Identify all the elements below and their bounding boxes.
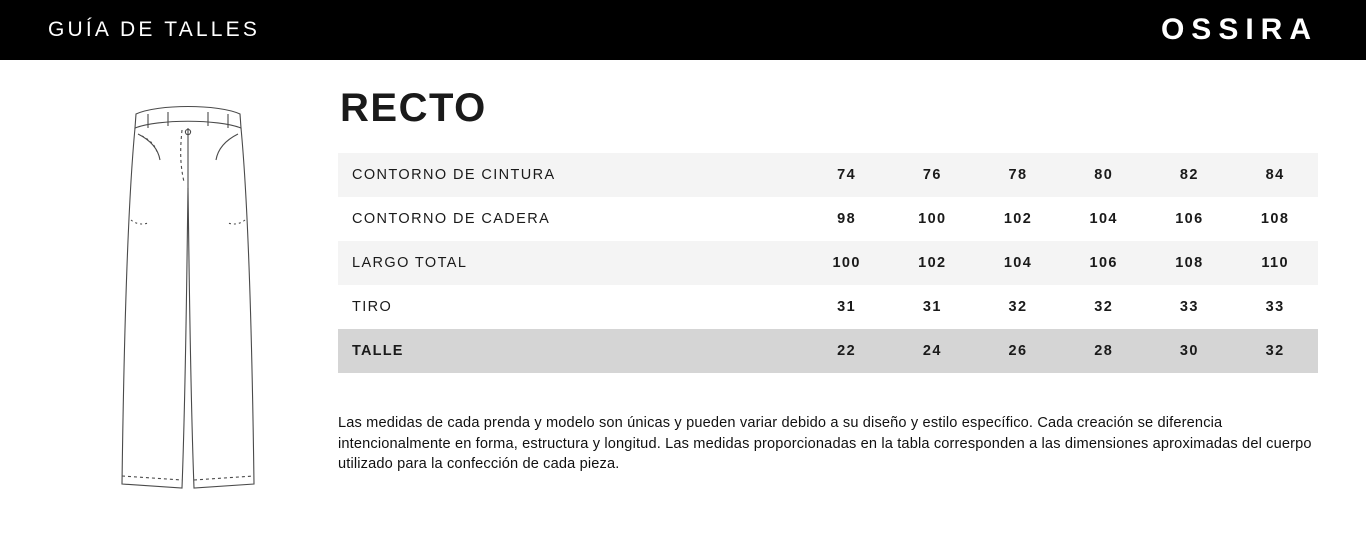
- row-value: 32: [1265, 343, 1285, 359]
- measurements-note: Las medidas de cada prenda y modelo son únicas y pueden variar debido a su diseño y estilo específico. Cada creación se diferencia intencionalmente en forma, estructura y longitud. Las medidas proporcionadas en la tabla corresponden a las dimensiones aproximadas del cuerpo utilizado para la confección de cada pieza.: [338, 415, 1312, 473]
- row-value: 80: [1094, 167, 1114, 183]
- row-value: 32: [1008, 299, 1028, 315]
- row-value: 32: [1094, 299, 1114, 315]
- row-label: TIRO: [352, 299, 393, 315]
- row-value: 30: [1179, 343, 1199, 359]
- row-value: 28: [1094, 343, 1114, 359]
- row-value: 104: [1003, 255, 1033, 271]
- page-title: RECTO: [340, 86, 487, 130]
- row-value: 110: [1261, 255, 1289, 271]
- row-value: 108: [1175, 255, 1204, 271]
- row-label: CONTORNO DE CADERA: [352, 211, 551, 227]
- header-title: GUÍA DE TALLES: [48, 18, 261, 41]
- row-value: 98: [837, 211, 857, 227]
- row-label: LARGO TOTAL: [352, 255, 468, 271]
- row-value: 24: [922, 343, 942, 359]
- brand-logo: OSSIRA: [1160, 13, 1318, 46]
- row-value: 82: [1179, 167, 1199, 183]
- figure-column: [48, 78, 328, 502]
- content-area: [0, 60, 1366, 502]
- row-value: 76: [922, 167, 942, 183]
- size-table-body: [338, 153, 1318, 373]
- table-row-talle: [338, 329, 1318, 373]
- row-value: 100: [832, 255, 861, 271]
- row-value: 26: [1008, 343, 1028, 359]
- row-value: 104: [1089, 211, 1118, 227]
- table-row: [338, 197, 1318, 241]
- row-label: CONTORNO DE CINTURA: [352, 167, 556, 183]
- row-value: 22: [837, 343, 857, 359]
- row-value: 102: [1003, 211, 1033, 227]
- row-value: 84: [1265, 167, 1285, 183]
- table-row: [338, 241, 1318, 285]
- row-value: 102: [918, 255, 947, 271]
- row-value: 33: [1179, 299, 1199, 315]
- table-row: [338, 285, 1318, 329]
- row-value: 106: [1089, 255, 1118, 271]
- table-row: [338, 153, 1318, 197]
- size-table: [338, 153, 1318, 373]
- pants-illustration-icon: [98, 92, 278, 502]
- main-column: [328, 78, 1318, 502]
- row-value: 78: [1008, 167, 1028, 183]
- row-value: 100: [918, 211, 947, 227]
- page-header: [0, 0, 1366, 60]
- row-value: 108: [1260, 211, 1290, 227]
- row-value: 106: [1175, 211, 1204, 227]
- row-value: 31: [837, 299, 857, 315]
- row-value: 74: [837, 167, 857, 183]
- row-value: 31: [922, 299, 942, 315]
- row-label: TALLE: [352, 343, 404, 359]
- row-value: 33: [1265, 299, 1285, 315]
